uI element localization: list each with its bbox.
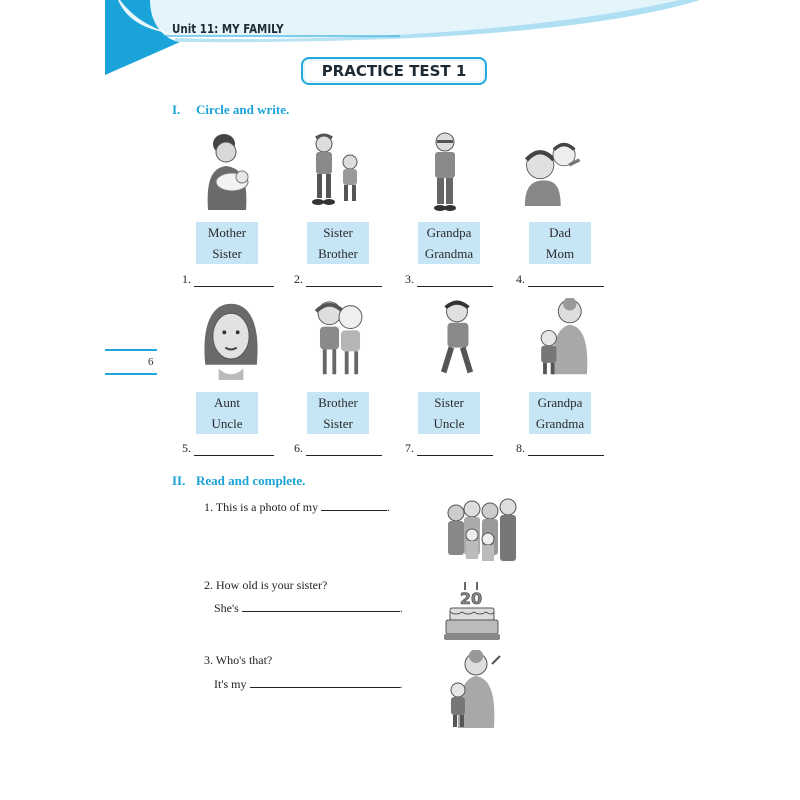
section-1-title: Circle and write. [196,102,290,117]
question-2-answer: She's . [214,601,403,615]
mother-holding-baby-picture [194,130,264,212]
page-number: 6 [148,356,154,368]
unit-title: Unit 11: MY FAMILY [172,22,284,36]
answer-line-5[interactable]: 5. [182,441,274,455]
option-3b[interactable]: Grandma [424,246,474,261]
option-2a[interactable]: Sister [323,225,353,240]
option-5a[interactable]: Aunt [214,395,240,410]
question-3-answer: It's my . [214,677,403,691]
option-8b[interactable]: Grandma [535,416,585,431]
question-1-blank[interactable] [321,499,387,511]
margin-rule-bottom [105,373,157,375]
grandma-hugging-child-picture [442,650,502,730]
option-5b[interactable]: Uncle [211,416,243,431]
family-photo-picture [442,497,522,569]
woman-face-picture [196,298,266,380]
option-box-4[interactable] [529,222,591,264]
option-box-8[interactable] [529,392,591,434]
question-3-blank[interactable] [250,676,400,688]
margin-rule-top [105,349,157,351]
answer-line-6[interactable]: 6. [294,441,382,455]
birthday-cake-picture [442,580,502,642]
section-1-heading [172,102,289,118]
dad-carrying-child-picture [518,130,588,212]
option-box-5[interactable] [196,392,258,434]
option-6a[interactable]: Brother [318,395,358,410]
option-box-7[interactable] [418,392,480,434]
answer-line-8[interactable]: 8. [516,441,604,455]
question-3: 3. Who's that? [204,653,273,667]
option-1a[interactable]: Mother [207,225,247,240]
two-boys-walking-picture [298,130,368,212]
answer-line-2[interactable]: 2. [294,272,382,286]
question-2-blank[interactable] [242,600,400,612]
practice-test-title: PRACTICE TEST 1 [301,57,487,85]
section-2-title: Read and complete. [196,473,306,488]
option-7b[interactable]: Uncle [433,416,465,431]
answer-line-1[interactable]: 1. [182,272,274,286]
option-4b[interactable]: Mom [545,246,575,261]
section-2-heading [172,473,305,489]
cake-number: 20 [459,589,483,608]
option-7a[interactable]: Sister [434,395,464,410]
option-box-6[interactable] [307,392,369,434]
question-1: 1. This is a photo of my . [204,500,391,514]
option-1b[interactable]: Sister [212,246,242,261]
section-1-number: I. [172,102,181,117]
section-2-number: II. [172,473,186,488]
question-2: 2. How old is your sister? [204,578,328,592]
option-box-2[interactable] [307,222,369,264]
option-6b[interactable]: Sister [323,416,353,431]
answer-line-4[interactable]: 4. [516,272,604,286]
option-2b[interactable]: Brother [318,246,358,261]
boy-walking-picture [422,298,492,380]
option-3a[interactable]: Grandpa [426,225,472,240]
grandma-with-child-picture [530,298,600,380]
option-box-3[interactable] [418,222,480,264]
answer-line-3[interactable]: 3. [405,272,493,286]
option-4a[interactable]: Dad [549,225,571,240]
two-girls-hugging-picture [305,298,375,380]
answer-line-7[interactable]: 7. [405,441,493,455]
option-box-1[interactable] [196,222,258,264]
grandpa-picture [410,130,480,212]
option-8a[interactable]: Grandpa [537,395,583,410]
